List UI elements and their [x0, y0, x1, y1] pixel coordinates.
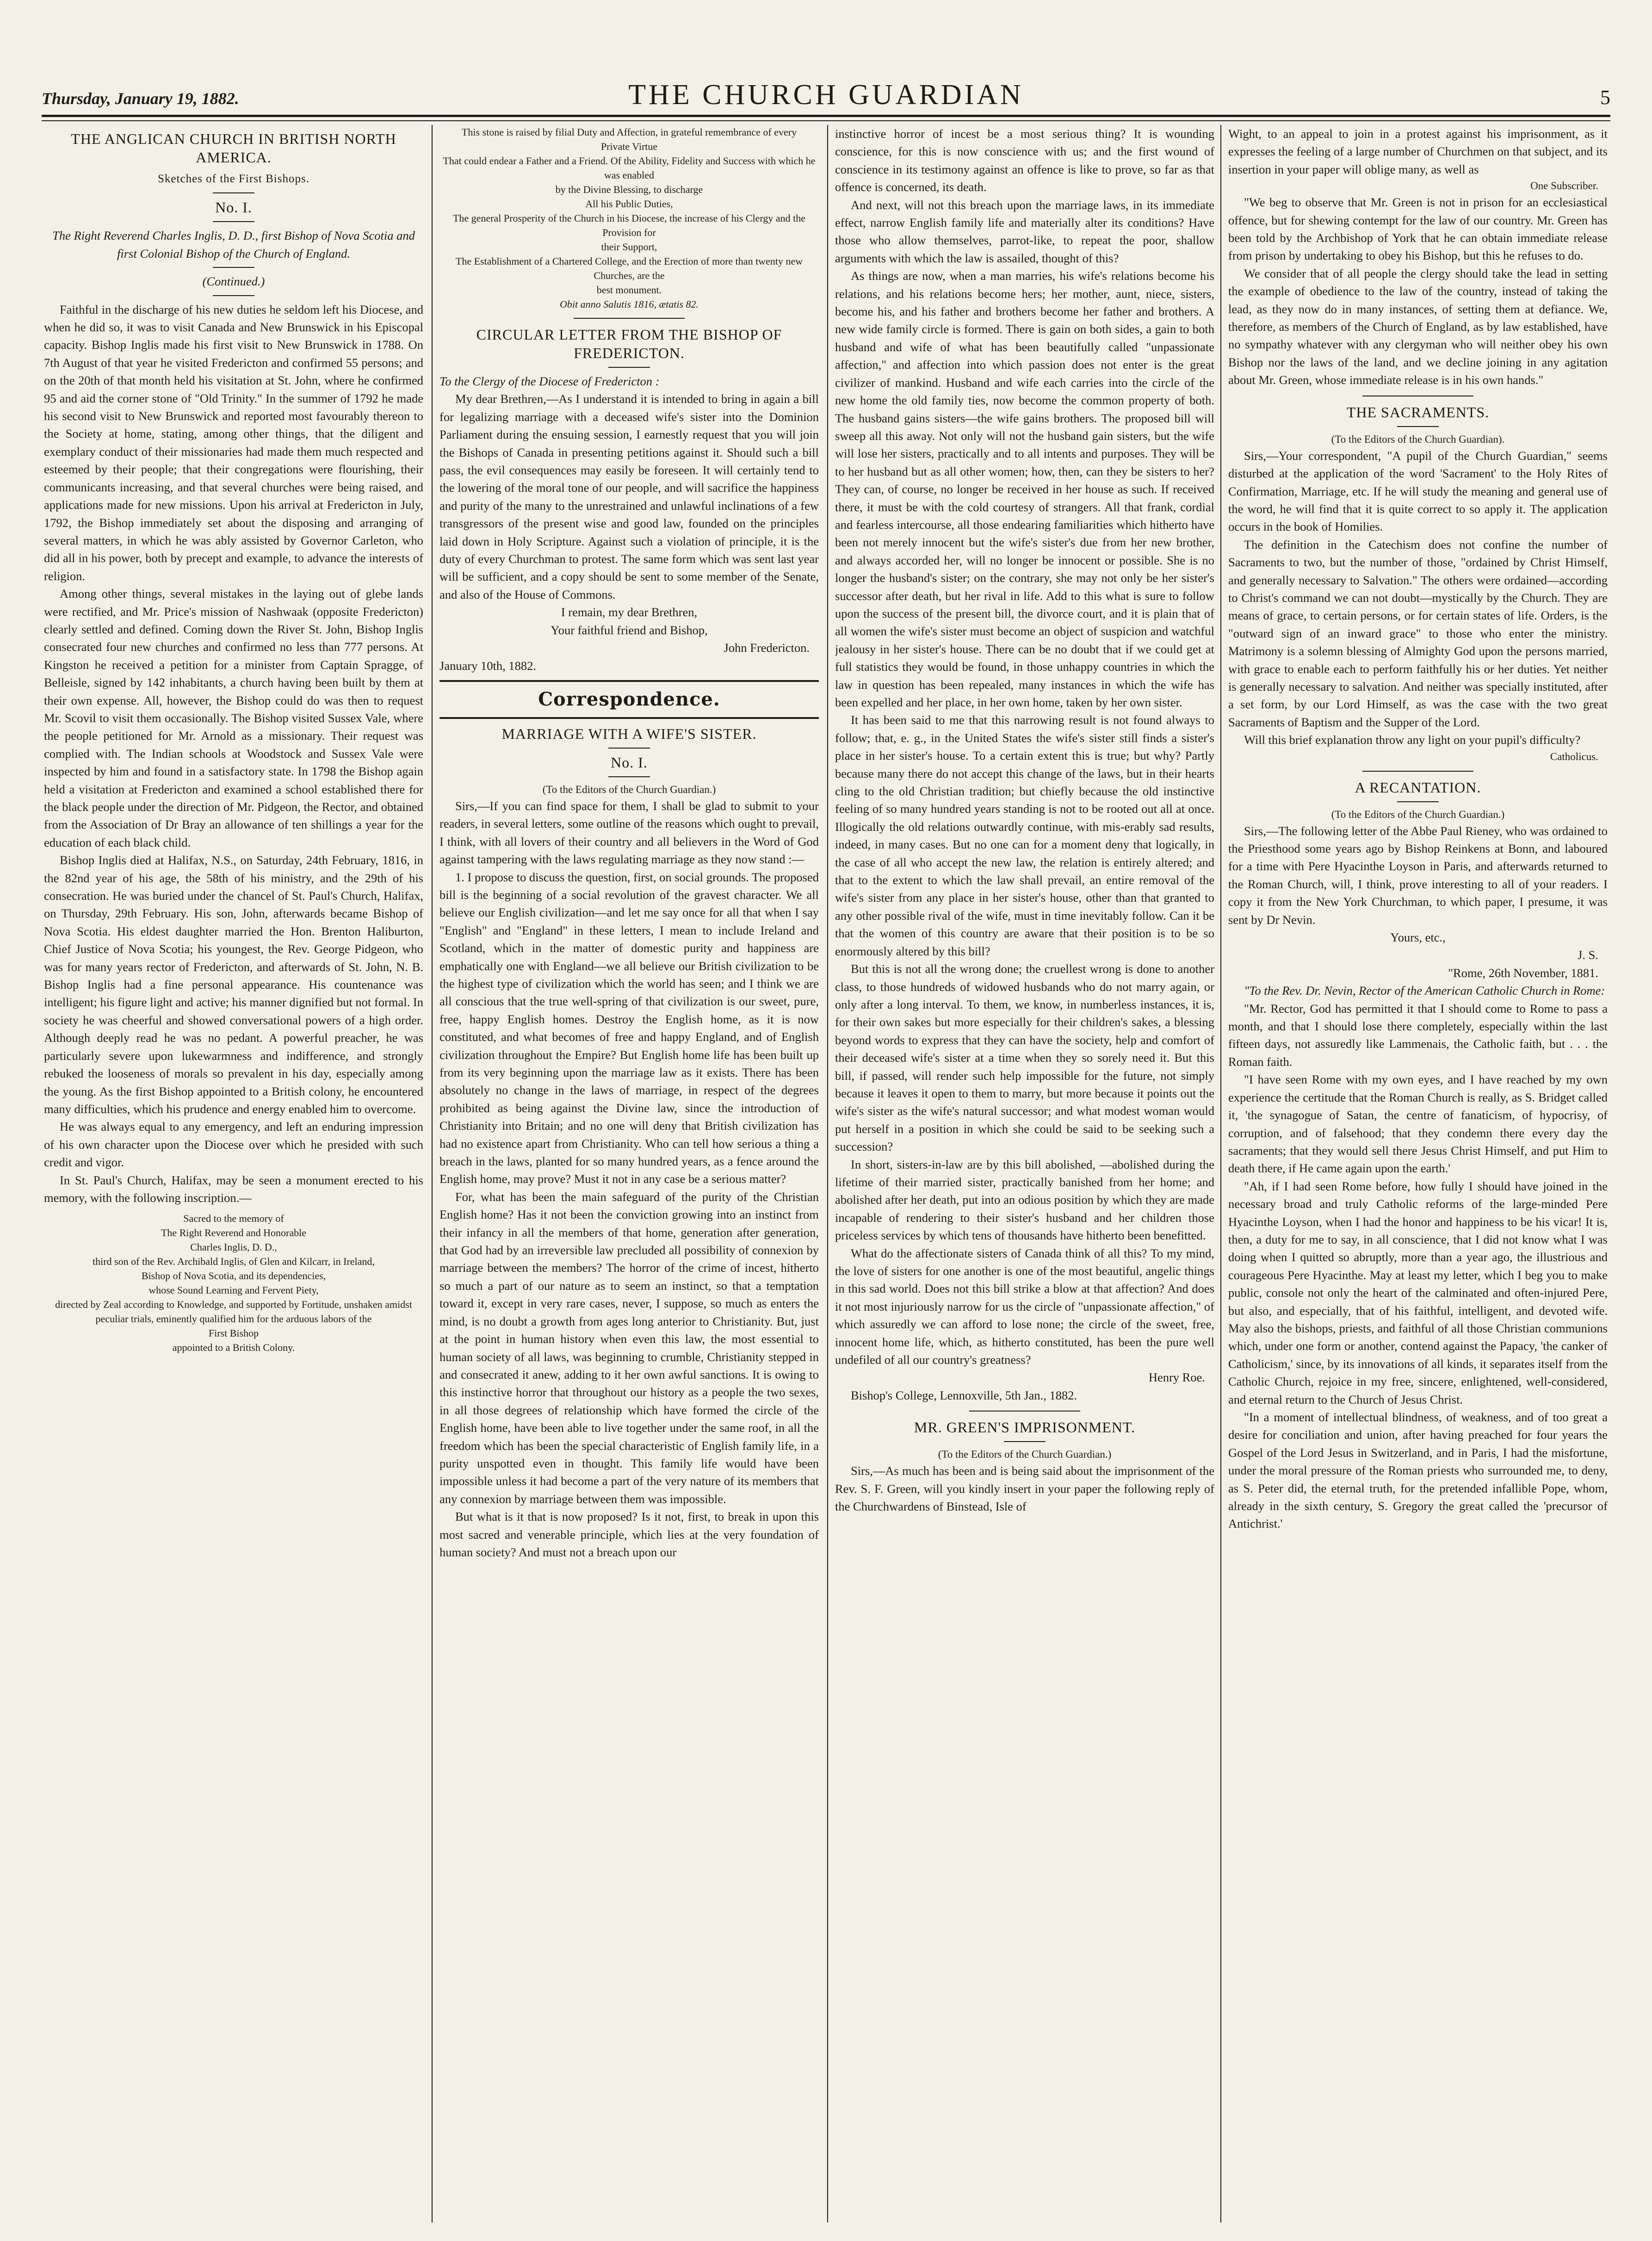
letter-signature: One Subscriber. [1530, 180, 1598, 192]
circular-closing: I remain, my dear Brethren, [561, 605, 698, 619]
paragraph: In short, sisters-in-law are by this bill abolished, —abolished during the lifetime of their married sister, practically banished from her home; and abolished after her death, put into an odious position by which they are made incapable of rendering to their sister's husband and her children those priceless services by which tens of thousands have hitherto been benefitted. [835, 1157, 1214, 1243]
column-2 [439, 125, 819, 2222]
paragraph: 1. I propose to discuss the question, first, on social grounds. The proposed bill is the beginning of a social revolution of the gravest character. We all believe our English civilization—and let me say once for all that when I say "English" and "England" in these letters, I mean to include Ireland and Scotland, which in the matter of domestic purity and happiness are emphatically one with England—we all believe our British civilization to be the highest type of civilization which the world has seen; and I think we are all conscious that the true well-spring of that civilization is our sweet, pure, free, happy English homes. Destroy the English home, as it is now constituted, and what becomes of free and happy England, and of English civilization throughout the Empire? But English home life has been built up from its very beginning upon the marriage law as it exists. There has been absolutely no change in the laws of marriage, in respect of the degrees prohibited as being against the Divine law, since the introduction of Christianity into Britain; and no one will deny that British civilization has had no existence apart from Christianity. Who can tell how serious a thing a breach in the laws, planted for so many hundred years, as a fence around the English home, may prove? Must it not in any case be a serious matter? [439, 870, 819, 1186]
column-divider [432, 125, 433, 2222]
paragraph: My dear Brethren,—As I understand it is intended to bring in again a bill for legalizing marriage with a deceased wife's sister into the Dominion Parliament during the ensuing session, I earnestly request that you will join the Bishops of Canada in presenting petitions against it. Should such a bill pass, the evil consequences may easily be foreseen. It will certainly tend to the lowering of the moral tone of our people, and will sacrifice the happiness and purity of the many to the unrestrained and unlawful inclinations of a few transgressors of the present wise and good law, founded on the principles laid down in Holy Scripture. Against such a violation of principle, it is the duty of every Churchman to protest. The same form which was sent last year will be sufficient, and a copy should be sent to some member of the Senate, and also of the House of Commons. [439, 392, 819, 601]
page-number: 5 [1600, 86, 1610, 109]
recantation-yours: Yours, etc., [1390, 930, 1446, 945]
inscription-line: Private Virtue [600, 141, 658, 152]
issue-date: Thursday, January 19, 1882. [42, 89, 239, 108]
article-number: No. I. [215, 199, 252, 216]
ornament-divider [574, 318, 685, 319]
marriage-title: MARRIAGE WITH A WIFE'S SISTER. [501, 725, 757, 742]
paragraph: "We beg to observe that Mr. Green is not in prison for an ecclesiastical offence, but for shewing contempt for the law of our country. Mr. Green has been told by the Archbishop of York that he can obtain immediate release from prison by undertaking to obey his Bishop, but this he refuses to do. [1228, 195, 1608, 263]
paragraph: "Mr. Rector, God has permitted it that I should come to Rome to pass a month, and that I should lose there completely, especially within the last fifteen days, not assuredly like Lammenais, the Catholic faith, but . . . the Roman faith. [1228, 1001, 1608, 1069]
paragraph: In St. Paul's Church, Halifax, may be seen a monument erected to his memory, with the following inscription.— [44, 1173, 423, 1205]
paragraph: But what is it that is now proposed? Is it not, first, to break in upon this most sacred and venerable principle, which lies at the very foundation of human society? And must not a breach upon our [439, 1510, 819, 1559]
paragraph: instinctive horror of incest be a most serious thing? It is wounding conscience, for this is now conscience with us; and the first wound of conscience in its testimony against an offence is like to prove, so far as that offence is concerned, its death. [835, 127, 1214, 194]
inscription-line: Obit anno Salutis 1816, ætatis 82. [559, 298, 699, 310]
circular-address: To the Clergy of the Diocese of Fredericton : [439, 374, 660, 388]
circular-closing: Your faithful friend and Bishop, [551, 623, 708, 637]
inscription-line: The general Prosperity of the Church in his Diocese, the increase of his Clergy and the Provision for [452, 212, 806, 238]
paragraph: Will this brief explanation throw any light on your pupil's difficulty? [1244, 733, 1581, 747]
inscription-line: This stone is raised by filial Duty and Affection, in grateful remembrance of every [461, 126, 797, 138]
paragraph: Bishop Inglis died at Halifax, N.S., on Saturday, 24th February, 1816, in the 82nd year of his age, the 58th of his ministry, and the 29th of his consecration. He was buried under the chancel of St. Paul's Church, Halifax, on Thursday, 29th February. His son, John, afterwards became Bishop of Nova Scotia. His eldest daughter married the Hon. Brenton Haliburton, Chief Justice of Nova Scotia; his youngest, the Rev. George Pidgeon, who was for many years rector of Fredericton, and afterwards of St. John, N. B. Bishop Inglis had a fine personal appearance. His countenance was intelligent; his figure light and active; his manner dignified but not formal. In society he was cheerful and showed conversational powers of a high order. Although deeply read he was no pedant. A powerful preacher, he was particularly severe upon lukewarmness and indifference, and strongly rebuked the looseness of morals so prevalent in his day, especially among the young. As the first Bishop appointed to a British colony, he encountered many difficulties, which his prudence and energy enabled him to overcome. [44, 853, 423, 1116]
marriage-number: No. I. [611, 754, 648, 771]
signature-place: Bishop's College, Lennoxville, 5th Jan., 1882. [851, 1388, 1077, 1402]
divider [608, 367, 650, 368]
inscription-line: directed by Zeal according to Knowledge, and supported by Fortitude, unshaken amidst peculiar trials, eminently qualified him for the arduous labors of the [55, 1299, 412, 1325]
article-subtitle: Sketches of the First Bishops. [158, 173, 309, 185]
editors-note: (To the Editors of the Church Guardian). [1331, 433, 1505, 445]
paragraph: "Ah, if I had seen Rome before, how fully I should have joined in the necessary broad and truly Catholic reforms of the large-minded Pere Hyacinthe Loyson, when I had the honor and happiness to be his vicar! It is, then, a duty for me to say, in all conscience, that I did not know what I was doing when I quitted so abruptly, more than a year ago, the illustrious and courageous Pere Hyacinthe. May at least my letter, which I beg you to make public, console not only the heart of the calminated and often-injured Pere, but also, and especially, that of his faithful, intelligent, and devoted wife. May also the bishops, priests, and faithful of all those Christian communions which, under one form or another, contend against the Papacy, 'the canker of Catholicism,' since, by its innovations of all kinds, it separates itself from the Catholic Church, rejoice in my free, sincere, enlightened, well-considered, and eternal return to the Church of Jesus Christ. [1228, 1179, 1608, 1406]
paragraph: What do the affectionate sisters of Canada think of all this? To my mind, the love of sisters for one another is one of the most beautiful, angelic things in this sad world. Does not this bill strike a blow at that affection? And does it not most injuriously narrow for us the circle of "unpassionate affection," of which assuredly we can afford to lose none; the circle of the sweet, free, innocent home life, which, as hitherto constituted, has been the pure well undefiled of all our country's greatness? [835, 1246, 1214, 1367]
editors-note: (To the Editors of the Church Guardian.) [1331, 808, 1505, 820]
editors-note: (To the Editors of the Church Guardian.) [938, 1449, 1112, 1461]
paragraph: As things are now, when a man marries, his wife's relations become his relations, and his relations become hers; her mother, aunt, niece, sisters, become his, and his father and brothers become her father and brothers. A new wide family circle is formed. There is gain on both sides, a gain to both husband and wife of what has been beautifully called "unpassionate affection," and affection into which passion does not enter is the great civilizer of mankind. Husband and wife each carries into the circle of the new home the old family ties, now become the common property of both. The husband gains sisters—the wife gains brothers. The proposed bill will sweep all this away. Not only will not the husband gain sisters, but the wife will lose her sisters, practically and to all intents and purposes. They will be to her husband but as all other women; how, then, can they be sisters to her? They can, of course, no longer be received in her house as such. If received there, it must be with the cold courtesy of strangers. All that frank, cordial and fearless intercourse, all those endearing familiarities which hitherto have been not merely innocent but the wife's sister's due from her new brother, and always accorded her, will no longer be innocent or possible. She is no longer the husband's sister; on the contrary, she may not only be her sister's successor after death, but her rival in life. Add to this what is sure to follow upon the success of the present bill, the divorce court, and it is plain that of all women the wife's sister must become an object of suspicion and watchful jealousy in her sister's house. There can be no doubt that if we could get at full statistics they would be found, in those unhappy countries in which the law in question has been repealed, many instances in which the wife has been expelled and her place, in her own home, taken by her own sister. [835, 269, 1214, 709]
inscription-line: third son of the Rev. Archibald Inglis, of Glen and Kilcarr, in Ireland, [93, 1256, 375, 1268]
inscription-line: whose Sound Learning and Fervent Piety, [148, 1284, 319, 1296]
paragraph: For, what has been the main safeguard of the purity of the Christian English home? Has it not been the conviction growing into an instinct from their infancy in all the members of that home, generation after generation, that God had by an irreversible law precluded all possibility of connexion by marriage between the members? The horror of the crime of incest, hitherto so much a part of our nature as to seem an instinct, so that a temptation toward it, except in very rare cases, never, I suppose, so much as enters the mind, is no doubt a growth from ages long anterior to Christianity. But, just at the point in human history when even this law, the most essential to human society of all laws, was beginning to crumble, Christianity stepped in and consecrated it anew, adding to it her own awful sanctions. It is owing to this instinctive horror that throughout our history as a people the two sexes, in all those degrees of relationship which have formed the circle of the English home, have been able to live together under the same roof, in all the freedom which has been the special characteristic of English family life, in a purity unspotted even in thought. This family life would have been impossible unless it had become a part of the very nature of its members that any connexion by marriage between them was impossible. [439, 1189, 819, 1506]
letter-signature: J. S. [1578, 948, 1598, 962]
divider [213, 295, 254, 296]
divider [1397, 801, 1439, 802]
paragraph: Faithful in the discharge of his new duties he seldom left his Diocese, and when he did so, it was to visit Canada and New Brunswick in his Episcopal capacity. Bishop Inglis made his first visit to New Brunswick in 1788. On 7th August of that year he visited Fredericton and confirmed 55 persons; and on the 20th of that month held his visitation at St. John, where he confirmed 95 and aid the corner stone of "Old Trinity." In the summer of 1792 he made his second visit to New Brunswick and reported most favourably thereon to the Society at home, stating, among other things, that the diligent and exemplary conduct of their missionaries had made them much respected and esteemed by their people; that their congregations were flourishing, their communicants increasing, and that several churches were being raised, and applications made for new missions. Upon his arrival at Fredericton in July, 1792, the Bishop immediately set about the disposing and arranging of several matters, in which he was ably assisted by Governor Carleton, who did all in his power, both by precept and example, to advance the interests of religion. [44, 302, 423, 583]
inscription-line: Sacred to the memory of [183, 1213, 284, 1225]
inscription-line: That could endear a Father and a Friend. Of the Ability, Fidelity and Success with which he was enabled [443, 155, 816, 181]
green-title: MR. GREEN'S IMPRISONMENT. [914, 1419, 1136, 1436]
editors-note: (To the Editors of the Church Guardian.) [542, 783, 716, 795]
column-4 [1228, 125, 1608, 2222]
masthead-rule-thin [42, 120, 1610, 121]
divider [1362, 771, 1473, 772]
paragraph: Sirs,—Your correspondent, "A pupil of the Church Guardian," seems disturbed at the application of the word 'Sacrament' to the Holy Rites of Confirmation, Marriage, etc. If he will study the meaning and general use of the word, he will find that it is quite correct to so apply it. The application occurs in the book of Homilies. [1228, 448, 1608, 534]
column-3 [835, 125, 1214, 2222]
article-title: THE ANGLICAN CHURCH IN BRITISH NORTH AMERICA. [71, 130, 396, 166]
divider [608, 776, 650, 777]
letter-date: "Rome, 26th November, 1881. [1448, 966, 1598, 980]
paragraph: Sirs,—The following letter of the Abbe Paul Rieney, who was ordained to the Priesthood some years ago by Bishop Reinkens at Bonn, and laboured for a time with Pere Hyacinthe Loyson in Paris, and afterwards returned to the Roman Church, will, I think, prove interesting to all of your readers. I copy it from the New York Churchman, to which paper, I presume, it was sent by Dr Nevin. [1228, 823, 1608, 927]
inscription-line: All his Public Duties, [585, 198, 673, 210]
letter-signature: Henry Roe. [1148, 1370, 1205, 1385]
divider [1397, 426, 1439, 427]
circular-title: CIRCULAR LETTER FROM THE BISHOP OF FREDERICTON. [476, 326, 782, 361]
letter-signature: Catholicus. [1550, 750, 1598, 762]
paragraph: The definition in the Catechism does not confine the number of Sacraments to two, but the number of those, "ordained by Christ Himself, and generally necessary to Salvation." The others were ordained—according to Christ's command we can not doubt—mystically by the Church. They are means of grace, to certain persons, or for certain states of life. Orders, is the "outward sign of an inward grace" to those who enter the ministry. Matrimony is a solemn blessing of Almighty God upon the persons married, with grace to enable each to perform faithfully his or her duties. Yet neither is generally necessary to salvation. And neither was specially instituted, after a set form, by our Lord Himself, as was the case with the two great Sacraments of Baptism and the Supper of the Lord. [1228, 537, 1608, 729]
masthead-rule [42, 115, 1610, 117]
recantation-title: A RECANTATION. [1355, 779, 1481, 796]
inscription-line: First Bishop [208, 1327, 259, 1339]
inscription-line: The Right Reverend and Honorable [161, 1227, 306, 1239]
inscription-line: The Establishment of a Chartered College, and the Erection of more than twenty new Churches, are the [455, 255, 803, 281]
masthead [42, 79, 1610, 111]
paragraph: It has been said to me that this narrowing result is not found always to follow; that, e. g., in the United States the wife's sister still finds a sister's place in her sister's house. To a certain extent this is true; but why? Partly because many there do not accept this change of the laws, but in their hearts cling to the old Christian tradition; but chiefly because the old instinctive feeling of so many hundred years standing is not to be rooted out all at once. Illogically the old relations outwardly continue, with mis-erably sad results, indeed, in many cases. But no one can for a moment deny that logically, in the case of all who accept the new law, the relation is entirely altered; and that to the extent to which the law shall prevail, an entire removal of the wife's sister from any place in her sister's house, other than that granted to any other possible rival of the wife, must in time inevitably follow. Can it be that the women of this country are aware that their position is to be so enormously altered by this bill? [835, 713, 1214, 958]
paragraph: But this is not all the wrong done; the cruellest wrong is done to another class, to those hundreds of widowed husbands who do not marry again, or only after a long interval. To them, we know, in numberless instances, it is, for their own sakes but more especially for their children's sakes, a blessing beyond words to express that they can have the society, help and comfort of their deceased wife's sister at a time when they so sorely need it. But this bill, if passed, will render such help impossible for the future, not simply because it leaves it open to them to marry, but more because it points out the wife's sister as the wife's natural successor; and what modest woman would put herself in a position in which she could be said to be seeking such a succession? [835, 962, 1214, 1154]
sacraments-title: THE SACRAMENTS. [1346, 403, 1490, 421]
letter-address: "To the Rev. Dr. Nevin, Rector of the American Catholic Church in Rome: [1244, 984, 1605, 998]
inscription-line: Bishop of Nova Scotia, and its dependencies, [141, 1270, 326, 1282]
continued-note: (Continued.) [202, 274, 265, 289]
column-divider [1220, 125, 1221, 2222]
inscription-line: best monument. [596, 284, 662, 296]
divider [608, 748, 650, 749]
circular-signature: John Fredericton. [724, 641, 810, 655]
section-rule [439, 680, 819, 682]
inscription-line: their Support, [601, 241, 657, 253]
column-1 [44, 125, 423, 2222]
paragraph: Among other things, several mistakes in the laying out of glebe lands were rectified, and Mr. Price's mission of Nashwaak (opposite Fredericton) clearly settled and defined. Coming down the River St. John, Bishop Inglis consecrated four new churches and confirmed no less than 777 persons. At Kingston he received a petition for a minister from Captain Spragge, of Belleisle, signed by 142 inhabitants, a church having been built by them at their own expense. All, however, the Bishop could do was then to request Mr. Scovil to visit them occasionally. The Bishop visited Sussex Vale, where the people petitioned for Mr. Arnold as a missionary. Their request was complied with. The Indian schools at Woodstock and Sussex Vale were inspected by him and found in a satisfactory state. In 1798 the Bishop again held a visitation at Fredericton and examined a school established there for the black people under the direction of Mr. Pidgeon, the Rector, and obtained from the Association of Dr Bray an allowance of ten shillings a year for the education of each black child. [44, 587, 423, 849]
paragraph: Sirs,—As much has been and is being said about the imprisonment of the Rev. S. F. Green, will you kindly insert in your paper the following reply of the Churchwardens of Binstead, Isle of [835, 1464, 1214, 1514]
divider [213, 221, 254, 222]
paragraph: We consider that of all people the clergy should take the lead in setting the example of obedience to the law of the country, instead of taking the lead, as they now do in many instances, of setting them at defiance. We, therefore, as members of the Church of England, as by law established, have no sympathy whatever with any clergyman who will neither obey his own Bishop nor the laws of the land, and we decline joining in any agitation about Mr. Green, whose immediate release is in his own hands." [1228, 266, 1608, 387]
inscription-line: by the Divine Blessing, to discharge [555, 184, 703, 195]
section-rule [439, 717, 819, 719]
circular-date: January 10th, 1882. [439, 658, 537, 673]
paragraph: And next, will not this breach upon the marriage laws, in its immediate effect, narrow English family life and materially alter its conditions? Have those who allow themselves, parrot-like, to repeat the poor, shallow arguments with which the law is assailed, thought of this? [835, 198, 1214, 265]
divider [213, 267, 254, 268]
paragraph: He was always equal to any emergency, and left an enduring impression of his own character upon the Diocese over which he presided with such credit and vigor. [44, 1120, 423, 1170]
inscription-line: Charles Inglis, D. D., [190, 1241, 277, 1253]
divider [213, 192, 254, 193]
paper-title: THE CHURCH GUARDIAN [628, 79, 1024, 111]
paragraph: Wight, to an appeal to join in a protest against his imprisonment, as it expresses the feeling of a large number of Churchmen on that subject, and its insertion in your paper will oblige many, as well as [1228, 127, 1608, 176]
divider [1004, 1441, 1046, 1442]
column-divider [827, 125, 828, 2222]
paragraph: "In a moment of intellectual blindness, of weakness, and of too great a desire for conciliation and union, after having preached for four years the Gospel of the Lord Jesus in Switzerland, and in Paris, I had the misfortune, under the moral pressure of the Roman priests who surrounded me, to deny, as S. Peter did, the eternal truth, for the pretended infallible Pope, whom, already in the sixth century, S. Gregory the great called the 'precursor of Antichrist.' [1228, 1410, 1608, 1531]
article-byline: The Right Reverend Charles Inglis, D. D., first Bishop of Nova Scotia and first Colonial Bishop of the Church of England. [52, 229, 415, 260]
section-heading: Correspondence. [538, 688, 720, 710]
paragraph: Sirs,—If you can find space for them, I shall be glad to submit to your readers, in several letters, some outline of the reasons which ought to prevail, I think, with all lovers of their country and all believers in the Word of God against tampering with the laws regulating marriage as they now stand :— [439, 799, 819, 867]
paragraph: "I have seen Rome with my own eyes, and I have reached by my own experience the certitude that the Roman Church is really, as S. Bridget called it, 'the synagogue of Satan, the centre of fanaticism, of hypocrisy, of corruption, and of falsehood; that they condemn there every day the sacraments; that they would sell there Jesus Christ Himself, and put Him to death there, if He came again upon the earth.' [1228, 1072, 1608, 1176]
inscription-line: appointed to a British Colony. [172, 1342, 295, 1354]
